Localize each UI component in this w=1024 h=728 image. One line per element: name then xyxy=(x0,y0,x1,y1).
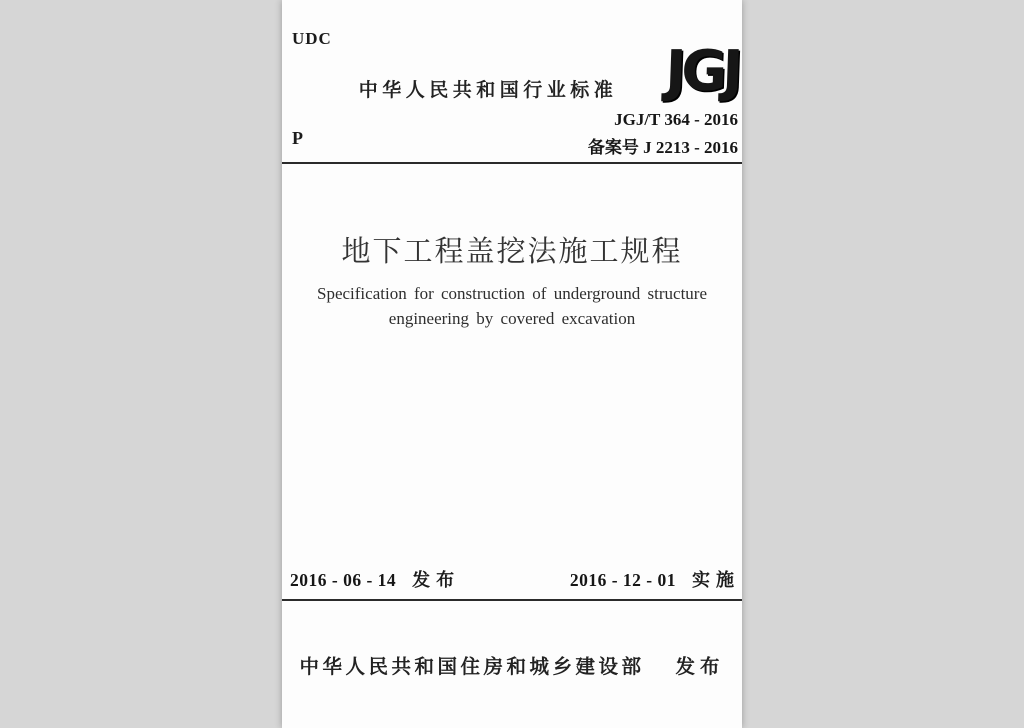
jgj-logo: JGJ xyxy=(664,39,740,104)
footer-divider-rule xyxy=(282,599,742,601)
standard-title-english xyxy=(282,281,742,331)
standard-number: JGJ/T 364 - 2016 xyxy=(614,110,738,129)
classification-code: P xyxy=(292,128,303,148)
english-title-line1: Specification for construction of underground structure xyxy=(317,284,707,303)
dates-row xyxy=(290,566,740,592)
english-title-line2: engineering by covered excavation xyxy=(388,309,636,328)
publisher-row xyxy=(282,651,742,679)
publisher-name: 中华人民共和国住房和城乡建设部 xyxy=(299,656,645,678)
implement-date-group xyxy=(570,566,740,592)
standard-series-title: 中华人民共和国行业标准 xyxy=(358,80,618,101)
implement-date: 2016 - 12 - 01 xyxy=(569,570,676,590)
publish-action-label: 发布 xyxy=(675,656,725,678)
issue-date-group xyxy=(290,566,460,592)
issue-date: 2016 - 06 - 14 xyxy=(290,570,397,590)
implement-label: 实施 xyxy=(692,570,740,590)
header-divider-rule xyxy=(282,162,742,164)
issue-label: 发布 xyxy=(412,570,461,590)
udc-label: UDC xyxy=(292,29,332,48)
record-number: 备案号 J 2213 - 2016 xyxy=(587,138,738,157)
standard-title-chinese: 地下工程盖挖法施工规程 xyxy=(341,236,683,268)
standard-cover-page xyxy=(282,0,742,728)
